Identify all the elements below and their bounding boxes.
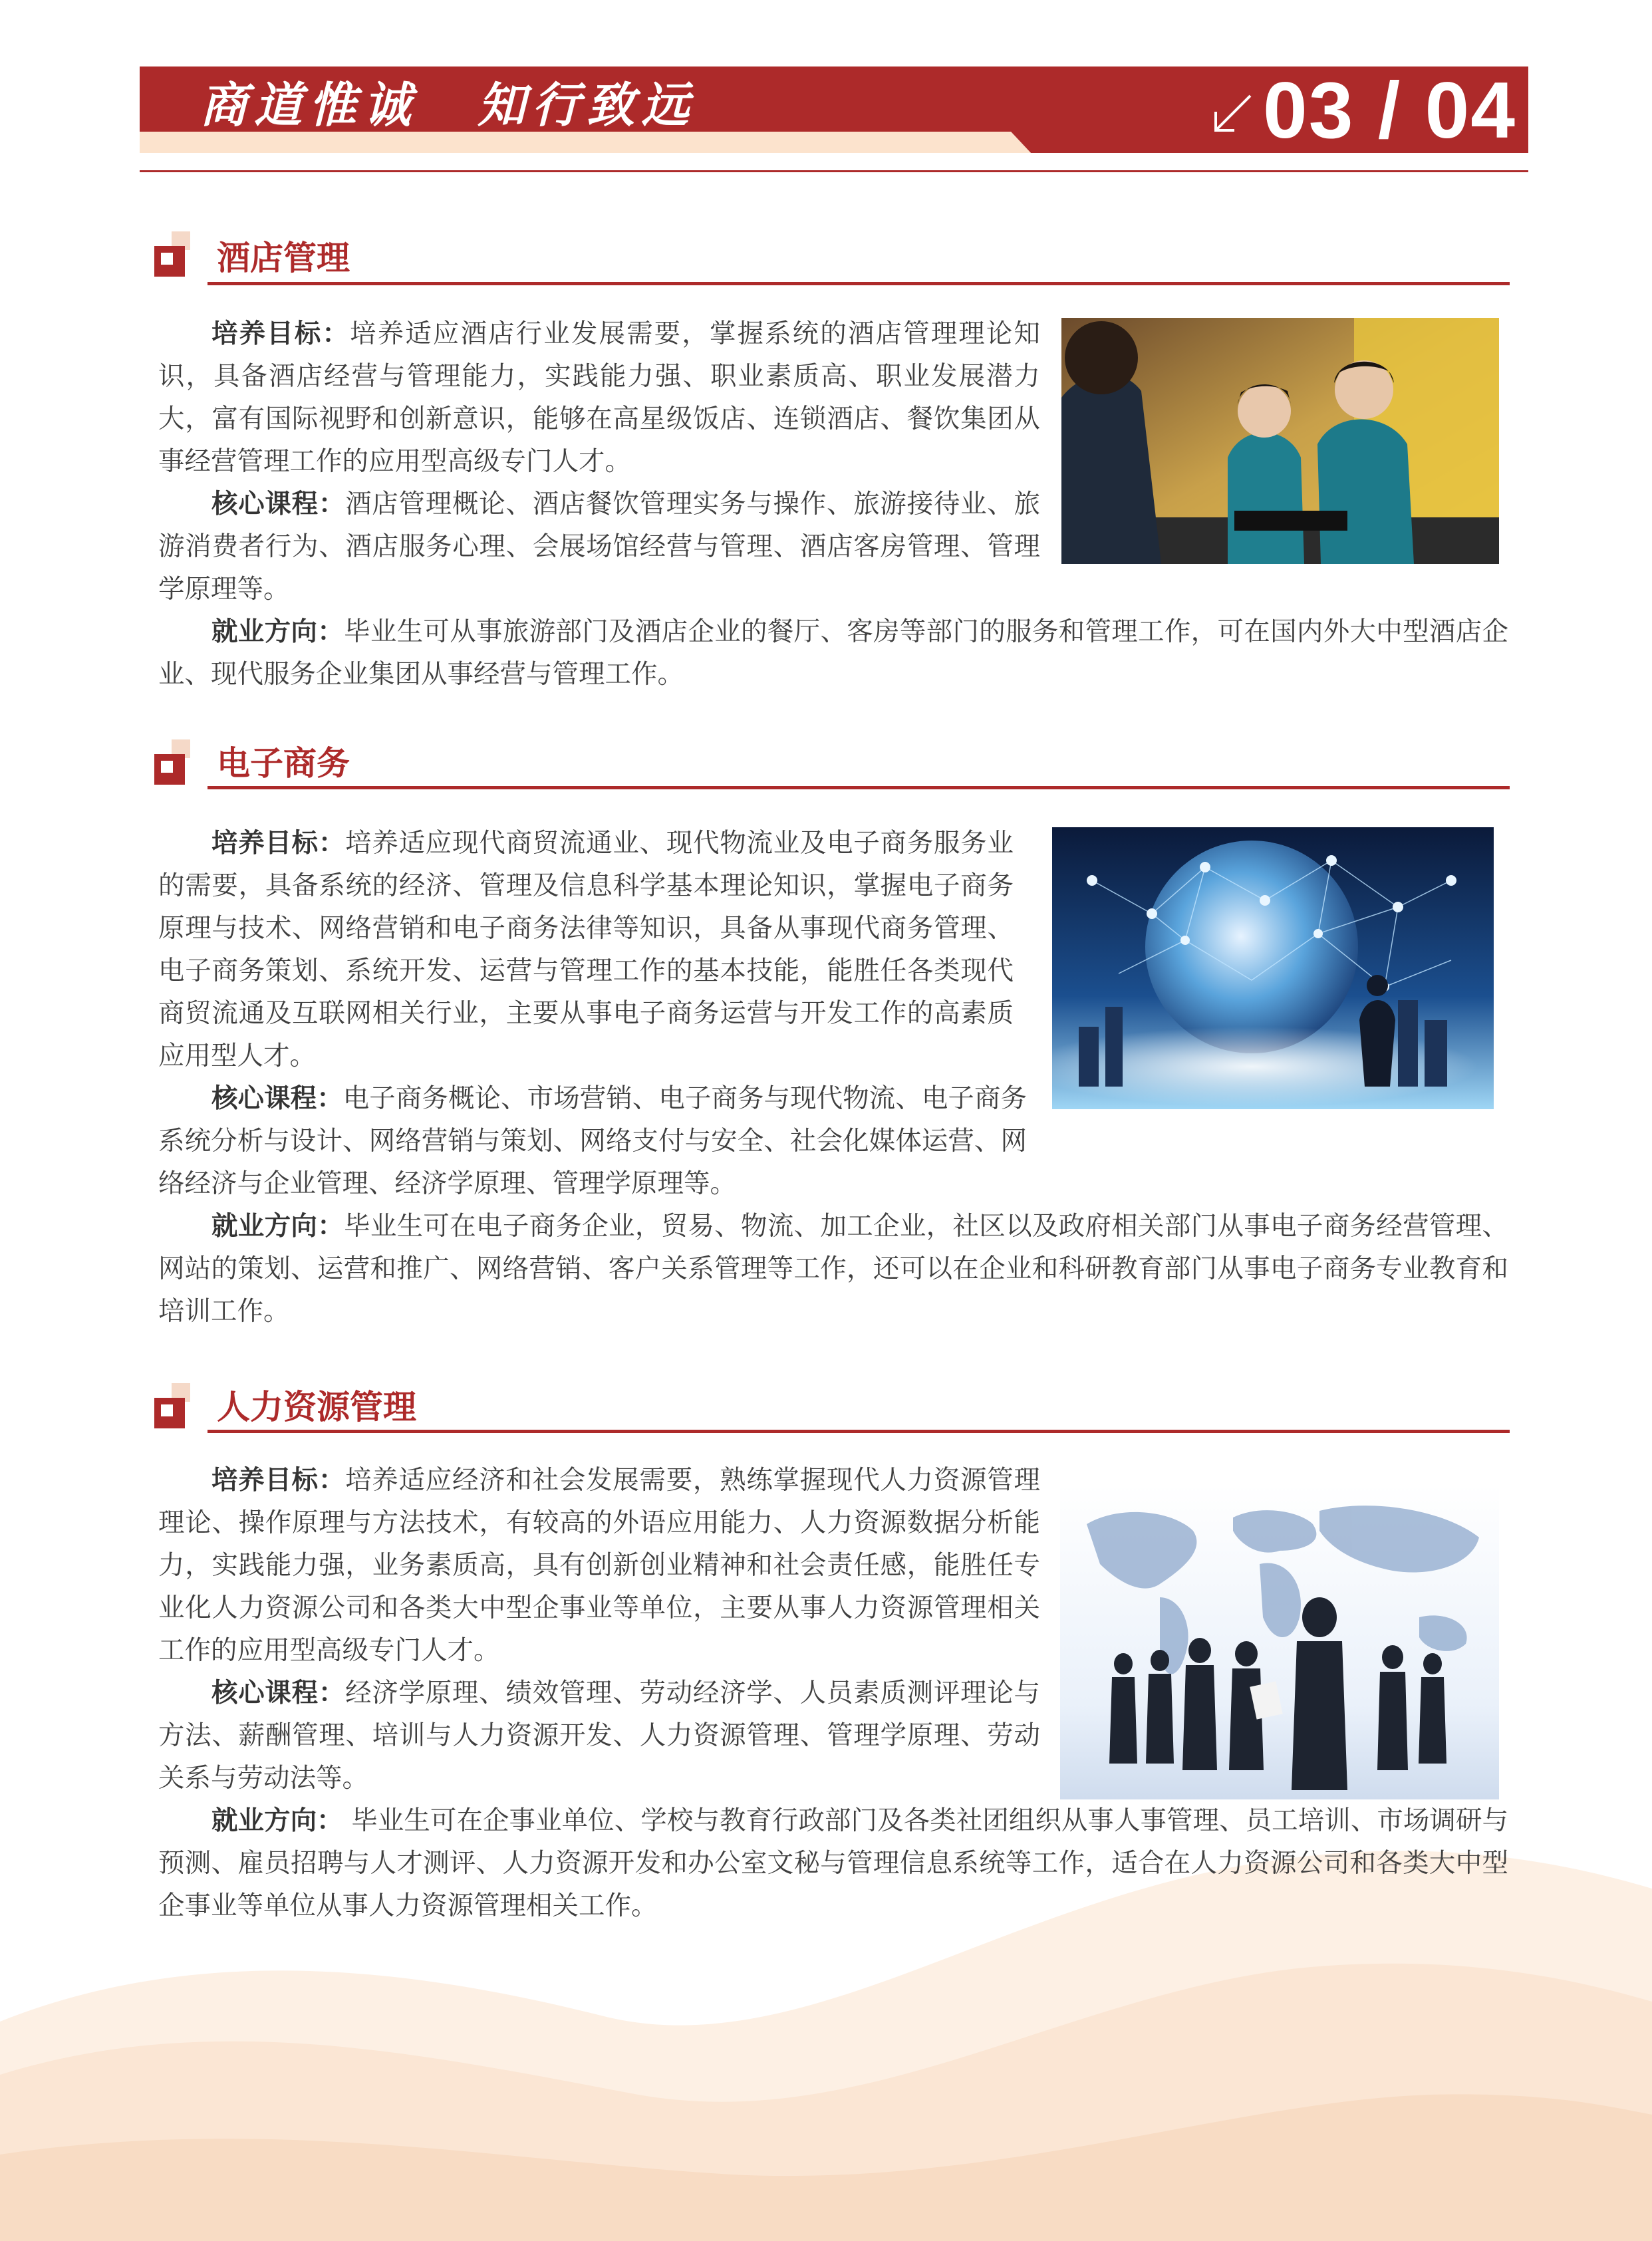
core-course-paragraph [158,1672,1040,1799]
job-label: 就业方向： [211,616,344,647]
training-goal-paragraph [158,1459,1040,1672]
job-text: 毕业生可在企事业单位、学校与教育行政部门及各类社团组织从事人事管理、员工培训、市场调研与预测、雇员招聘与人才测评、人力资源开发和办公室文秘与管理信息系统等工作，适合在人力资源公司和各类大中型企事业等单位从事人力资源管理相关工作。 [158,1805,1508,1921]
course-text: 经济学原理、绩效管理、劳动经济学、人员素质测评理论与方法、薪酬管理、培训与人力资源开发、人力资源管理、管理学原理、劳动关系与劳动法等。 [158,1678,1041,1793]
course-label: 核心课程： [211,489,346,519]
header-slogan [200,72,696,138]
section-rule [207,282,1510,285]
business-team-world-map-photo [1060,1484,1499,1799]
course-text: 酒店管理概论、酒店餐饮管理实务与操作、旅游接待业、旅游消费者行为、酒店服务心理、会展场馆经营与管理、酒店客房管理、管理学原理等。 [158,489,1041,604]
training-goal-paragraph [158,313,1040,483]
goal-text: 培养适应经济和社会发展需要，熟练掌握现代人力资源管理理论、操作原理与方法技术，有较高的外语应用能力、人力资源数据分析能力，实践能力强，业务素质高，具有创新创业精神和社会责任感，能胜任专业化人力资源公司和各类大中型企事业等单位，主要从事人力资源管理相关工作的应用型高级专门人才。 [158,1465,1041,1666]
goal-label: 培养目标： [211,319,350,349]
globe-network-photo [1052,827,1494,1109]
section-marker-icon [154,231,189,266]
goal-text: 培养适应酒店行业发展需要，掌握系统的酒店管理理论知识，具备酒店经营与管理能力，实践能力强、职业素质高、职业发展潜力大，富有国际视野和创新意识，能够在高星级饭店、连锁酒店、餐饮集团从事经营管理工作的应用型高级专门人才。 [158,319,1041,477]
career-paragraph [158,1799,1508,1927]
hotel-reception-photo [1061,318,1499,564]
goal-label: 培养目标： [211,828,346,858]
job-text: 毕业生可在电子商务企业，贸易、物流、加工企业，社区以及政府相关部门从事电子商务经营管理、网站的策划、运营和推广、网络营销、客户关系管理等工作，还可以在企业和科研教育部门从事电子商务专业教育和培训工作。 [158,1211,1509,1327]
section-marker-icon [154,739,189,774]
course-text: 电子商务概论、市场营销、电子商务与现代物流、电子商务系统分析与设计、网络营销与策划、网络支付与安全、社会化媒体运营、网络经济与企业管理、经济学原理、管理学原理等。 [158,1083,1027,1199]
section-title: 人力资源管理 [217,1388,416,1426]
section-title: 酒店管理 [217,239,350,277]
section-rule [207,786,1510,789]
goal-text: 培养适应现代商贸流通业、现代物流业及电子商务服务业的需要，具备系统的经济、管理及信息科学基本理论知识，掌握电子商务原理与技术、网络营销和电子商务法律等知识，具备从事现代商务管理、电子商务策划、系统开发、运营与管理工作的基本技能，能胜任各类现代商贸流通及互联网相关行业，主要从事电子商务运营与开发工作的高素质应用型人才。 [158,828,1014,1071]
goal-label: 培养目标： [211,1465,346,1496]
slogan-part-2: 知行致远 [478,76,696,133]
course-label: 核心课程： [211,1678,346,1708]
training-goal-paragraph [158,822,1014,1077]
section-title: 电子商务 [217,744,350,783]
job-label: 就业方向： [211,1805,343,1836]
job-label: 就业方向： [211,1211,344,1242]
header-divider [140,170,1528,172]
job-text: 毕业生可从事旅游部门及酒店企业的餐厅、客房等部门的服务和管理工作，可在国内外大中型酒店企业、现代服务企业集团从事经营与管理工作。 [158,616,1509,690]
career-paragraph [158,1205,1508,1333]
course-label: 核心课程： [211,1083,343,1114]
page-number: 03 / 04 [1263,66,1516,155]
career-paragraph [158,610,1508,696]
core-course-paragraph [158,1077,1027,1205]
section-marker-icon [154,1383,189,1418]
slogan-part-1: 商道惟诚 [200,76,418,133]
core-course-paragraph [158,483,1040,610]
section-rule [207,1430,1510,1433]
